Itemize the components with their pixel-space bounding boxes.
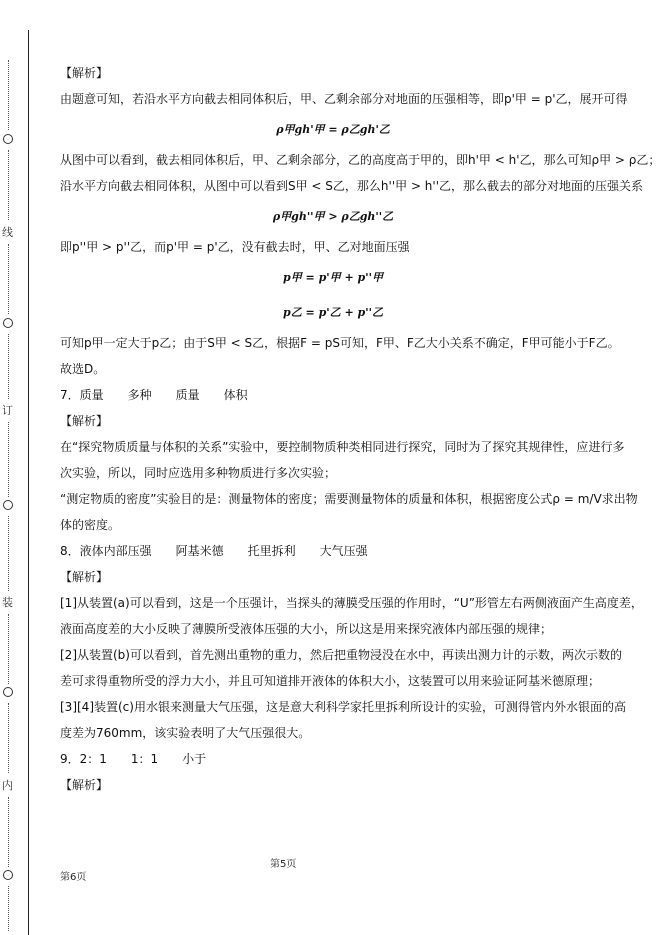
text-line: [3][4]装置(c)用水银来测量大气压强，这是意大利科学家托里拆利所设计的实验，可测得管内外水银面的高 xyxy=(60,700,626,714)
text-line: 可知p甲一定大于p乙；由于S甲 < S乙，根据F = pS可知，F甲、F乙大小关系不确定，F甲可能小于F乙。 xyxy=(60,336,620,350)
text-line: 8．液体内部压强 阿基米德 托里拆利 大气压强 xyxy=(60,544,368,558)
text-line: 即p''甲 > p''乙，而p'甲 = p'乙，没有截去时，甲、乙对地面压强 xyxy=(60,240,410,254)
text-line: 7．质量 多种 质量 体积 xyxy=(60,388,248,402)
formula-line: p乙 = p'乙 + p''乙 xyxy=(283,306,383,319)
text-line: 故选D。 xyxy=(60,362,106,376)
binding-hole xyxy=(3,134,13,144)
formula-line: ρ甲gh'甲 = ρ乙gh'乙 xyxy=(276,123,390,136)
text-line: 【解析】 xyxy=(60,66,109,80)
text-line: 【解析】 xyxy=(60,570,109,584)
margin-label: 订 xyxy=(2,404,13,417)
dotted-line xyxy=(8,422,9,497)
binding-hole xyxy=(3,318,13,328)
text-line: 次实验，所以，同时应选用多种物质进行多次实验； xyxy=(60,466,337,480)
dotted-line xyxy=(8,516,9,591)
dotted-line xyxy=(8,60,9,130)
margin-label: 装 xyxy=(2,596,13,609)
dotted-line xyxy=(8,334,9,399)
text-line: 体的密度。 xyxy=(60,518,121,532)
text-line: 在“探究物质质量与体积的关系”实验中，要控制物质种类相同进行探究，同时为了探究其规律性，应进行多 xyxy=(60,440,625,454)
document-body xyxy=(60,60,661,798)
binding-edge-line xyxy=(28,30,29,935)
binding-hole xyxy=(3,870,13,880)
binding-hole xyxy=(3,500,13,510)
text-line: [1]从装置(a)可以看到，这是一个压强计，当探头的薄膜受压强的作用时，“U”形管左右两侧液面产生高度差， xyxy=(60,596,643,610)
text-line: 【解析】 xyxy=(60,778,109,792)
dotted-line xyxy=(8,797,9,867)
page-number-left: 第6页 xyxy=(60,872,87,883)
text-line: [2]从装置(b)可以看到，首先测出重物的重力，然后把重物浸没在水中，再读出测力计的示数，两次示数的 xyxy=(60,648,622,662)
page-number-center: 第5页 xyxy=(270,859,297,870)
dotted-line xyxy=(8,614,9,684)
dotted-line xyxy=(8,244,9,314)
dotted-line xyxy=(8,703,9,773)
text-line: 沿水平方向截去相同体积，从图中可以看到S甲 < S乙，那么h''甲 > h''乙，那么截去的部分对地面的压强关系 xyxy=(60,179,644,193)
margin-label: 内 xyxy=(2,779,13,792)
text-line: 度差为760mm，该实验表明了大气压强很大。 xyxy=(60,726,311,740)
dotted-line xyxy=(8,150,9,220)
text-line: 差可求得重物所受的浮力大小，并且可知道排开液体的体积大小，这装置可以用来验证阿基米德原理； xyxy=(60,674,601,688)
margin-label: 线 xyxy=(2,226,13,239)
binding-hole xyxy=(3,687,13,697)
text-line: 从图中可以看到，截去相同体积后，甲、乙剩余部分，乙的高度高于甲的，即h'甲 < h'乙，那么可知ρ甲 > ρ乙； xyxy=(60,153,661,167)
text-line: 液面高度差的大小反映了薄膜所受液体压强的大小，所以这是用来探究液体内部压强的规律； xyxy=(60,622,553,636)
formula-line: p甲 = p'甲 + p''甲 xyxy=(283,271,383,284)
formula-line: ρ甲gh''甲 > ρ乙gh''乙 xyxy=(272,210,394,223)
text-line: 由题意可知，若沿水平方向截去相同体积后，甲、乙剩余部分对地面的压强相等，即p'甲 = p'乙，展开可得 xyxy=(60,92,628,106)
dotted-line xyxy=(8,886,9,931)
text-line: 9．2：1 1：1 小于 xyxy=(60,752,207,766)
text-line: 【解析】 xyxy=(60,414,109,428)
binding-margin xyxy=(0,0,30,935)
text-line: “测定物质的密度”实验目的是：测量物体的密度；需要测量物体的质量和体积，根据密度公式ρ = m/V求出物 xyxy=(60,492,638,506)
